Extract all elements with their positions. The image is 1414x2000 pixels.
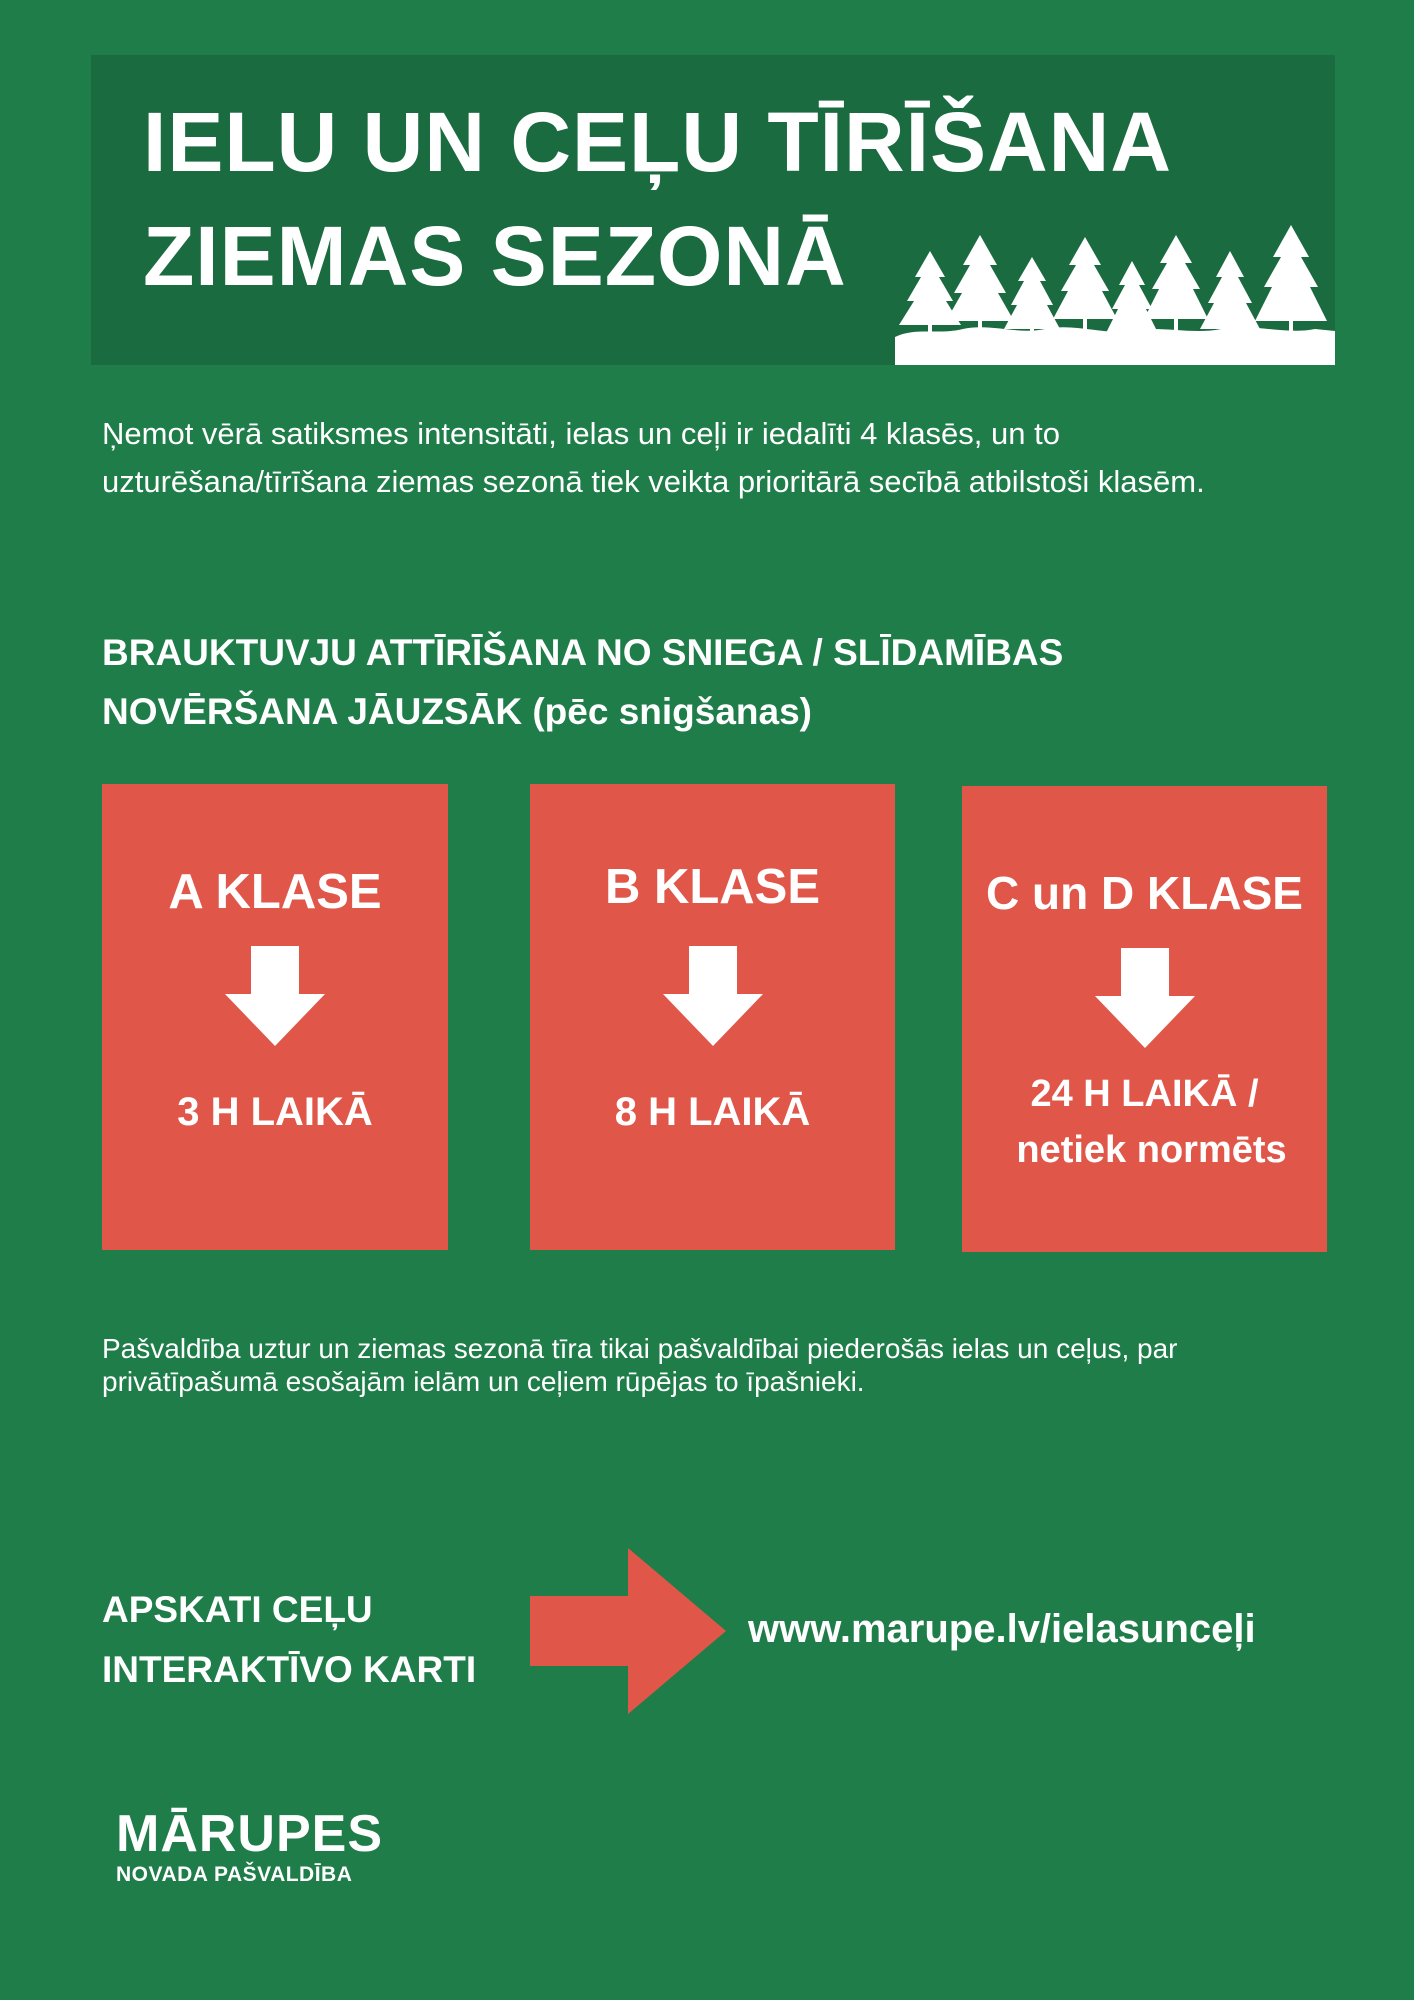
arrow-right-icon [530, 1548, 726, 1714]
arrow-down-icon [663, 946, 763, 1046]
class-a-card [102, 784, 448, 1250]
map-link[interactable]: www.marupe.lv/ielasunceļi [748, 1607, 1256, 1651]
ownership-note: Pašvaldība uztur un ziemas sezonā tīra tikai pašvaldībai piederošās ielas un ceļus, par privātīpašumā esošajām ielām un ceļiem rūpējas to īpašnieki. [102, 1333, 1178, 1397]
class-c-d-time-line-1: 24 H LAIKĀ / [1030, 1073, 1259, 1115]
section-title [102, 623, 1202, 741]
logo-sub-text: NOVADA PAŠVALDĪBA [116, 1863, 353, 1886]
arrow-down-icon [225, 946, 325, 1046]
class-b-name: B KLASE [604, 860, 821, 914]
arrow-down-icon [1095, 948, 1195, 1048]
marupe-logo [116, 1806, 383, 1888]
class-b-time [530, 1084, 895, 1140]
page-title-line-2: ZIEMAS SEZONĀ [143, 209, 847, 303]
intro-text: Ņemot vērā satiksmes intensitāti, ielas un ceļi ir iedalīti 4 klasēs, un to uzturēšana/tīrīšana ziemas sezonā tiek veikta prioritārā secībā atbilstoši klasēm. [102, 416, 1205, 499]
pine-trees-icon [895, 225, 1335, 365]
class-a-time-line-1: 3 H LAIKĀ [177, 1090, 373, 1134]
class-a-time [102, 1084, 448, 1140]
class-b-time-line-1: 8 H LAIKĀ [614, 1090, 811, 1134]
cta-line-2: INTERAKTĪVO KARTI [102, 1649, 477, 1690]
class-c-d-time [962, 1066, 1327, 1178]
cta-line-1: APSKATI CEĻU [102, 1589, 373, 1630]
section-title-line-2: NOVĒRŠANA JĀUZSĀK (pēc snigšanas) [102, 691, 812, 732]
class-c-d-time-line-2: netiek normēts [1016, 1129, 1287, 1171]
class-c-d-name: C un D KLASE [986, 867, 1303, 919]
map-call-to-action [102, 1580, 476, 1700]
header-banner [91, 55, 1335, 365]
section-title-line-1: BRAUKTUVJU ATTĪRĪŠANA NO SNIEGA / SLĪDAMĪBAS [102, 632, 1064, 673]
class-a-name: A KLASE [168, 865, 382, 919]
logo-main-text: MĀRUPES [116, 1805, 384, 1863]
page-title-line-1: IELU UN CEĻU TĪRĪŠANA [143, 95, 1172, 189]
class-c-d-card [962, 786, 1327, 1252]
class-b-card [530, 784, 895, 1250]
